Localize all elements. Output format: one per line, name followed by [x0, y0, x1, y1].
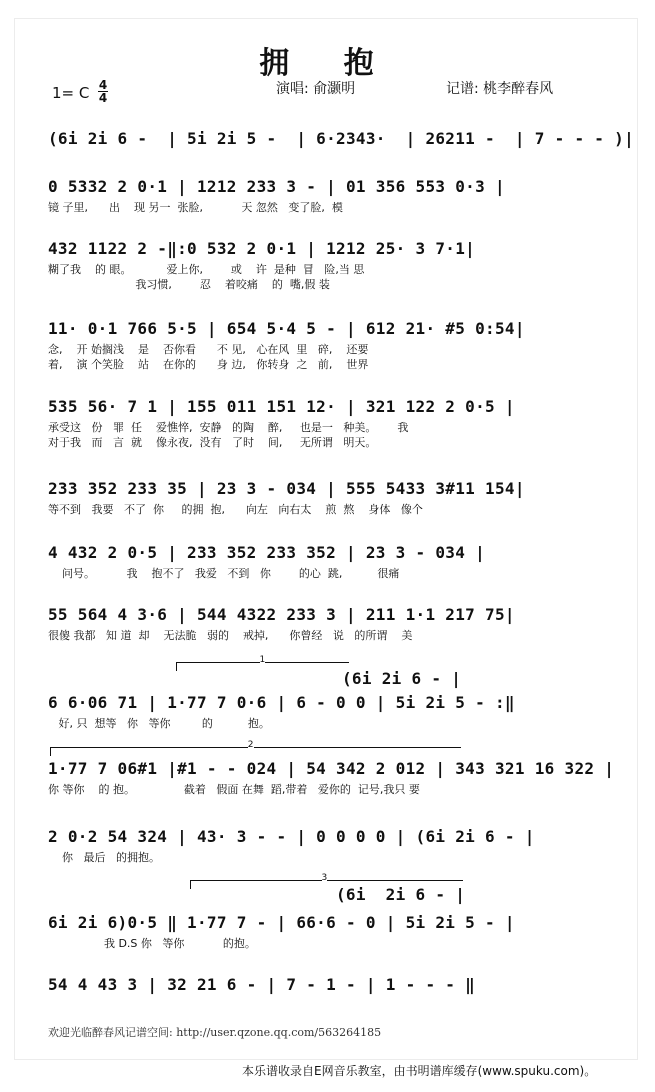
- lyric-line: 你 等你 的 抱。 截着 假面 在舞 蹈,带着 爱你的 记号,我只 要: [48, 783, 420, 796]
- footer-note: 欢迎光临醉春风记谱空间: http://user.qzone.qq.com/563264185: [48, 1026, 382, 1039]
- lyric-line: 等不到 我要 不了 你 的拥 抱, 向左 向右太 煎 熬 身体 像个: [48, 503, 423, 516]
- lyric-line: 对于我 而 言 就 像永夜, 没有 了时 间, 无所谓 明天。: [48, 436, 377, 449]
- volta-bracket-2: [50, 740, 461, 756]
- meter-bottom: 4: [98, 91, 108, 105]
- lyric-line: 问号。 我 抱不了 我爱 不到 你 的心 跳, 很痛: [48, 567, 400, 580]
- source-note: 本乐谱收录自E网音乐教室，由书明谱库缓存(www.spuku.com)。: [242, 1064, 597, 1078]
- notation-line: 2 0·2 54 324 | 43· 3 - - | 0 0 0 0 | (6i 2i 6 - |: [48, 827, 535, 846]
- notation-line: 0 5332 2 0·1 | 1212 233 3 - | 01 356 553 0·3 |: [48, 177, 505, 196]
- notation-line: 55 564 4 3·6 | 544 4322 233 3 | 211 1·1 217 75|: [48, 605, 515, 624]
- score-sheet: [14, 18, 638, 1060]
- lyric-line: 镜 子里, 出 现 另一 张脸, 天 忽然 变了脸, 模: [48, 201, 343, 214]
- key-signature: 1= C: [52, 84, 90, 102]
- lyric-line: 承受这 份 罪 任 爱憔悴, 安静 的陶 醉, 也是一 种美。 我: [48, 421, 409, 434]
- volta-label: 3: [321, 873, 328, 883]
- volta-label: 2: [247, 740, 254, 750]
- notation-line: 4 432 2 0·5 | 233 352 233 352 | 23 3 - 034 |: [48, 543, 486, 562]
- time-signature: [98, 79, 108, 104]
- volta-bracket-1: [176, 655, 349, 671]
- transcriber-credit: 记谱: 桃李醉春风: [446, 81, 554, 97]
- song-title: 拥 抱: [259, 46, 396, 81]
- lyric-line: 好, 只 想等 你 等你 的 抱。: [48, 717, 270, 730]
- lyric-line: 很傻 我都 知 道 却 无法脆 弱的 戒掉, 你曾经 说 的所谓 美: [48, 629, 413, 642]
- lyric-line: 我 D.S 你 等你 的抱。: [48, 937, 256, 950]
- notation-line: 535 56· 7 1 | 155 011 151 12· | 321 122 2 0·5 |: [48, 397, 515, 416]
- notation-line: 432 1122 2 -‖:0 532 2 0·1 | 1212 25· 3 7·1|: [48, 239, 476, 258]
- notation-line: 11· 0·1 766 5·5 | 654 5·4 5 - | 612 21· #5 0:54|: [48, 319, 525, 338]
- notation-line: (6i 2i 6 - | 5i 2i 5 - | 6·2343· | 26211 - | 7 - - - )|: [48, 129, 635, 148]
- lyric-line: 我习惯, 忍 着咬痛 的 嘴,假 装: [48, 278, 330, 291]
- lyric-line: 念, 开 始搁浅 是 否你看 不 见, 心在风 里 碎, 还要: [48, 343, 369, 356]
- lyric-line: 着, 演 个笑脸 站 在你的 身 边, 你转身 之 前, 世界: [48, 358, 369, 371]
- lyric-line: 糊了我 的 眼。 爱上你, 或 许 是种 冒 险,当 思: [48, 263, 365, 276]
- meter-top: 4: [98, 78, 108, 92]
- notation-line: 233 352 233 35 | 23 3 - 034 | 555 5433 3#11 154|: [48, 479, 525, 498]
- singer-credit: 演唱: 俞灏明: [276, 81, 356, 97]
- volta-label: 1: [259, 655, 266, 665]
- notation-line: 54 4 43 3 | 32 21 6 - | 7 - 1 - | 1 - - - ‖: [48, 975, 476, 994]
- notation-line: 6i 2i 6)0·5 ‖ 1·77 7 - | 66·6 - 0 | 5i 2i 5 - |: [48, 913, 515, 932]
- notation-line: 6 6·06 71 | 1·77 7 0·6 | 6 - 0 0 | 5i 2i 5 - :‖: [48, 693, 515, 712]
- notation-line: 1·77 7 06#1 |#1 - - 024 | 54 342 2 012 | 343 321 16 322 |: [48, 759, 615, 778]
- bracket-phrase: (6i 2i 6 - |: [336, 885, 466, 904]
- bracket-phrase: (6i 2i 6 - |: [342, 669, 462, 688]
- lyric-line: 你 最后 的拥抱。: [48, 851, 160, 864]
